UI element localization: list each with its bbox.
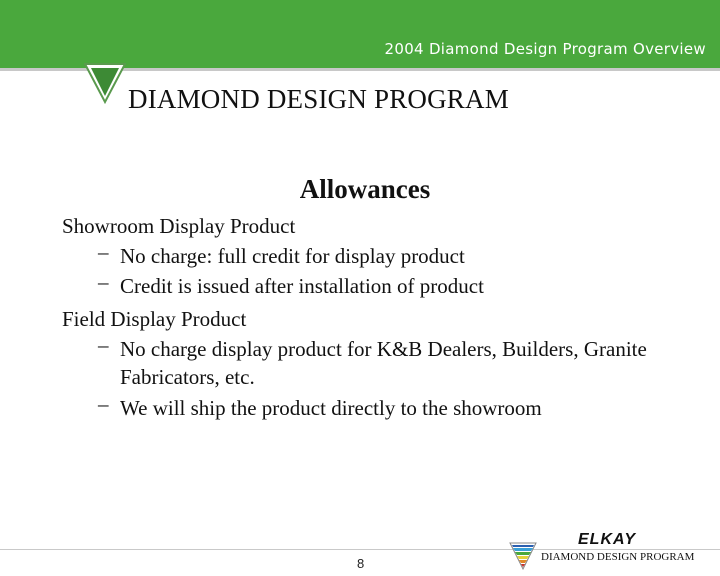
sub-bullet-text: We will ship the product directly to the showroom xyxy=(120,396,542,420)
slide-title: DIAMOND DESIGN PROGRAM xyxy=(128,84,509,114)
elkay-logo-text: ELKAY xyxy=(578,531,637,546)
sub-bullet-text: No charge display product for K&B Dealers, Builders, Granite Fabricators, etc. xyxy=(120,337,647,389)
bullet-item: Field Display Product xyxy=(62,307,247,331)
elkay-logo xyxy=(578,530,658,546)
bullet-list xyxy=(62,214,682,429)
dash-marker: – xyxy=(98,270,109,294)
section-title: Allowances xyxy=(299,174,431,204)
sub-bullet-item xyxy=(62,272,682,307)
bullet-item: Showroom Display Product xyxy=(62,214,296,238)
sub-bullet-item xyxy=(62,394,682,429)
footer-divider xyxy=(0,549,720,550)
sub-bullet-text: No charge: full credit for display product xyxy=(120,244,465,268)
dash-marker: – xyxy=(98,240,109,264)
page-number: 8 xyxy=(357,556,365,571)
header-title: 2004 Diamond Design Program Overview xyxy=(384,40,706,58)
diamond-icon xyxy=(84,62,126,104)
rainbow-diamond-icon xyxy=(509,542,537,570)
dash-marker: – xyxy=(98,392,109,416)
footer-brand-text: DIAMOND DESIGN PROGRAM xyxy=(541,551,695,563)
sub-bullet-text: Credit is issued after installation of product xyxy=(120,274,484,298)
sub-bullet-item xyxy=(62,335,682,399)
dash-marker: – xyxy=(98,333,109,357)
